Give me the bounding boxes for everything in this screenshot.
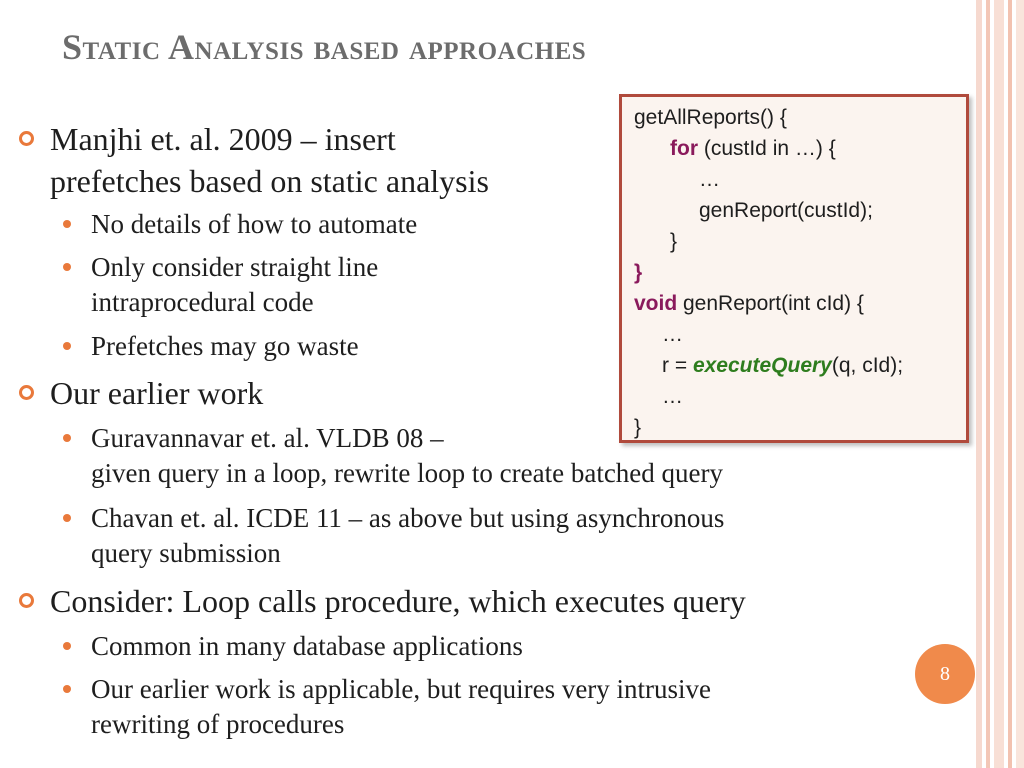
bullet-ring-icon <box>19 385 34 400</box>
code-line-8: … <box>662 323 683 346</box>
bullet-ring-icon <box>19 131 34 146</box>
code-line-4: genReport(custId); <box>699 199 873 222</box>
bullet-ring-icon <box>19 593 34 608</box>
code-line-1: getAllReports() { <box>634 106 787 129</box>
code-line-9: r = executeQuery(q, cId); <box>662 354 904 377</box>
code-line-10: … <box>662 385 683 408</box>
sub-bullet-prefetches-waste: Prefetches may go waste <box>91 329 359 364</box>
code-keyword-for: for <box>670 137 698 160</box>
code-line-6: } <box>634 261 643 284</box>
code-execute-query: executeQuery <box>692 354 832 377</box>
sub-bullet-guravannavar: Guravannavar et. al. VLDB 08 – given query in a loop, rewrite loop to create batched query <box>91 421 723 491</box>
sub-bullet-chavan: Chavan et. al. ICDE 11 – as above but using asynchronous query submission <box>91 501 724 571</box>
bullet-dot-icon <box>63 514 71 522</box>
sub-bullet-no-details: No details of how to automate <box>91 207 417 242</box>
code-keyword-void: void <box>634 292 678 315</box>
code-snippet-box <box>619 94 969 443</box>
sub-bullet-common: Common in many database applications <box>91 629 523 664</box>
code-line-7: void genReport(int cId) { <box>634 292 864 315</box>
code-line-2: for (custId in …) { <box>670 137 836 160</box>
code-line-5: } <box>670 230 678 253</box>
bullet-dot-icon <box>63 220 71 228</box>
bullet-manjhi: Manjhi et. al. 2009 – insert prefetches based on static analysis <box>50 118 489 202</box>
sub-bullet-straight-line: Only consider straight line intraprocedural code <box>91 250 378 320</box>
bullet-dot-icon <box>63 342 71 350</box>
slide-title: Static Analysis based approaches <box>62 27 587 67</box>
bullet-earlier-work: Our earlier work <box>50 372 263 414</box>
sub-bullet-intrusive: Our earlier work is applicable, but requires very intrusive rewriting of procedures <box>91 672 711 742</box>
bullet-dot-icon <box>63 434 71 442</box>
bullet-consider: Consider: Loop calls procedure, which executes query <box>50 580 746 622</box>
bullet-dot-icon <box>63 642 71 650</box>
code-line-3: … <box>699 168 720 191</box>
code-line-11: } <box>634 416 642 439</box>
bullet-dot-icon <box>63 263 71 271</box>
page-number-badge: 8 <box>915 644 975 704</box>
bullet-dot-icon <box>63 685 71 693</box>
